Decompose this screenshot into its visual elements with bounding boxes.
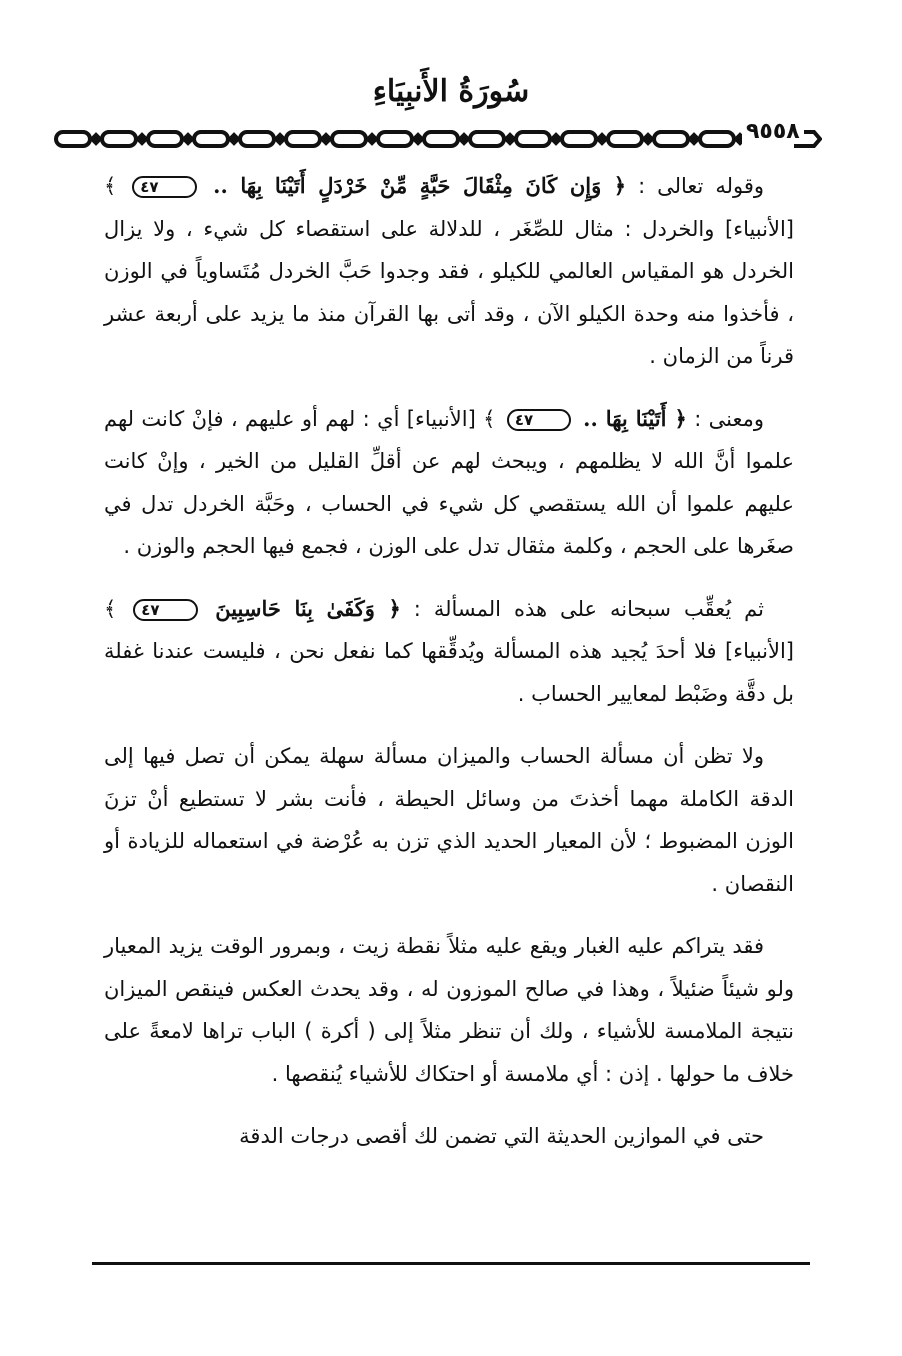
paragraph — [104, 925, 794, 1095]
ornament-link — [378, 132, 412, 146]
text-segment: ثم يُعقِّب سبحانه على هذه المسألة : — [400, 596, 764, 621]
text-segment: ﴾ [الأنبياء] أي : لهم أو عليهم ، فإنْ كانت لهم علموا أنَّ الله لا يظلمهم ، ويبحث لهم عن أقلِّ القليل من الخير ، وإنْ كانت عليهم علموا أن الله يستقصي كل شيء في الحساب ، وحَبَّة الخردل تدل في صغَرها على الحجم ، وكلمة مثقال تدل على الوزن ، فجمع فيها الحجم والوزن . — [104, 406, 794, 558]
text-segment: ومعنى : — [686, 406, 764, 431]
ornament-link — [240, 132, 274, 146]
ornament-link — [516, 132, 550, 146]
ornament-link — [102, 132, 136, 146]
paragraph — [104, 735, 794, 905]
ornament-diamond — [460, 135, 468, 143]
page-body — [104, 165, 794, 1158]
ornament-link — [286, 132, 320, 146]
ornament-diamond — [184, 135, 192, 143]
quran-verse: ﴿ وَإِن كَانَ مِثْقَالَ حَبَّةٍ مِّنْ خَرْدَلٍ أَتَيْنَا بِهَا .. — [200, 173, 627, 198]
ayah-number-badge: ٤٧ — [507, 409, 571, 431]
ornament-diamond — [552, 135, 560, 143]
text-segment: ﴾ [الأنبياء] والخردل : مثال للصِّغَر ، للدلالة على استقصاء كل شيء ، ولا يزال الخردل هو المقياس العالمي للكيلو ، فقد وجدوا حَبَّ الخردل مُتَساوياً في الوزن ، فأخذوا منه وحدة الكيلو الآن ، وقد أتى بها القرآن منذ ما يزيد على أربعة عشر قرناً من الزمان . — [104, 174, 794, 368]
ornament-diamond — [276, 135, 284, 143]
ornament-diamond — [138, 135, 146, 143]
ornament-diamond — [414, 135, 422, 143]
ornament-link — [470, 132, 504, 146]
text-segment: ولا تظن أن مسألة الحساب والميزان مسألة سهلة يمكن أن تصل فيها إلى الدقة الكاملة مهما أخذتَ من وسائل الحيطة ، فأنت بشر لا تستطيع أنْ تزنَ الوزن المضبوط ؛ لأن المعيار الحديد الذي تزن به عُرْضة في استعماله للزيادة أو النقصان . — [104, 744, 794, 896]
ornament-link — [332, 132, 366, 146]
header-ornament-border — [52, 126, 822, 152]
ornament-diamond — [506, 135, 514, 143]
ornament-link — [424, 132, 458, 146]
quran-verse: ﴿ أَتَيْنَا بِهَا .. — [575, 405, 687, 431]
paragraph — [104, 398, 794, 568]
ornament-link — [654, 132, 688, 146]
paragraph — [104, 165, 794, 378]
page-number: ٩٥٥٨ — [742, 119, 804, 144]
ornament-diamond — [230, 135, 238, 143]
ornament-link — [148, 132, 182, 146]
text-segment: فقد يتراكم عليه الغبار ويقع عليه مثلاً نقطة زيت ، وبمرور الوقت يزيد المعيار ولو شيئاً ضئيلاً ، وهذا في صالح الموزون له ، وقد يحدث العكس فينقص الميزان نتيجة الملامسة للأشياء ، ولك أن تنظر مثلاً إلى ( أكرة ) الباب تراها لامعةً على خلاف ما حولها . إذن : أي ملامسة أو احتكاك للأشياء يُنقصها . — [104, 934, 794, 1086]
ornament-link — [562, 132, 596, 146]
text-segment: ﴾ [الأنبياء] فلا أحدَ يُجيد هذه المسألة ويُدقِّقها كما نفعل نحن ، فليست عندنا غفلة بل دقَّة وضَبْط لمعايير الحساب . — [104, 596, 794, 706]
ornament-diamond — [322, 135, 330, 143]
quran-verse: ﴿ وَكَفَىٰ بِنَا حَاسِبِينَ — [201, 595, 401, 621]
ayah-number-badge: ٤٧ — [133, 599, 197, 621]
ornament-link — [608, 132, 642, 146]
footer-rule — [92, 1262, 810, 1265]
ornament-link — [700, 132, 734, 146]
text-segment: حتى في الموازين الحديثة التي تضمن لك أقصى درجات الدقة — [239, 1124, 764, 1148]
surah-title: سُورَةُ الأَنبِيَاءِ — [372, 74, 530, 109]
ornament-diamond — [598, 135, 606, 143]
ornament-diamond — [690, 135, 698, 143]
paragraph — [104, 588, 794, 716]
ornament-link — [56, 132, 90, 146]
paragraph — [104, 1115, 794, 1158]
text-segment: وقوله تعالى : — [626, 174, 765, 198]
ornament-diamond — [644, 135, 652, 143]
ornament-diamond — [368, 135, 376, 143]
ornament-link — [194, 132, 228, 146]
ornament-diamond — [92, 135, 100, 143]
ayah-number-badge: ٤٧ — [132, 176, 196, 198]
